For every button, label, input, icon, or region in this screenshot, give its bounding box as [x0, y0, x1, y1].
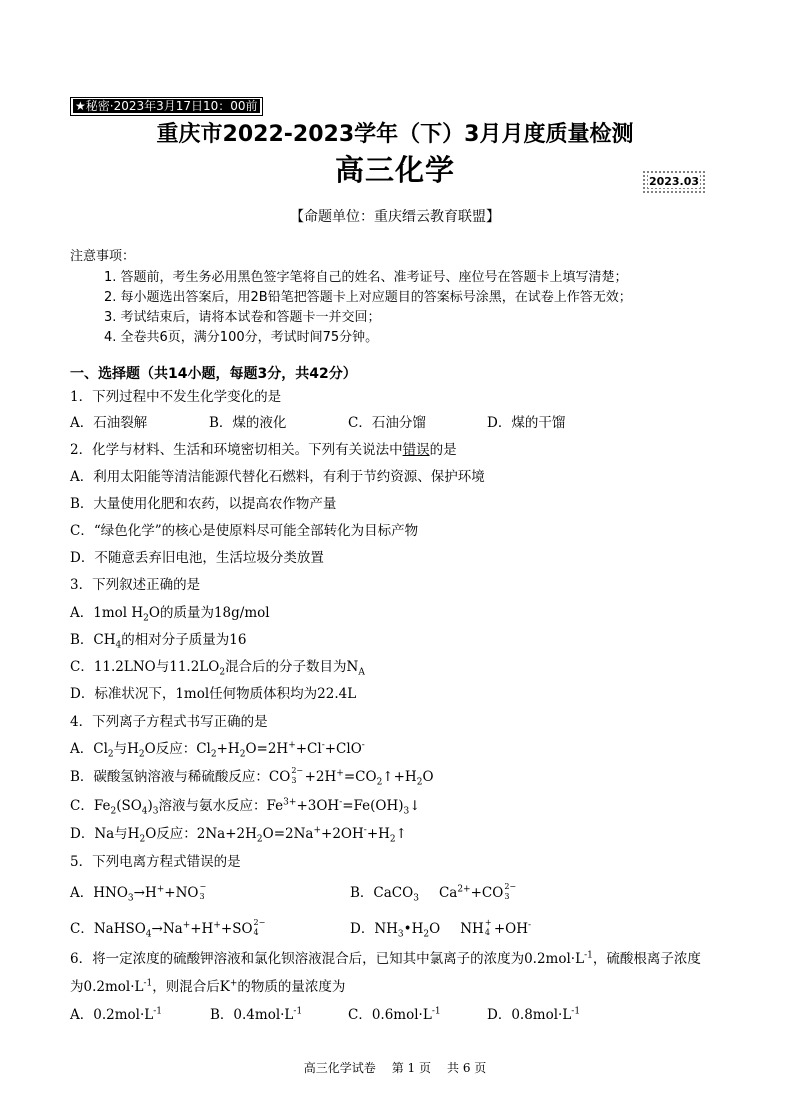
q3-option-b: B．$CH_4$的相对分子质量为16	[70, 632, 247, 651]
footer-paper: 高三化学试卷	[303, 1061, 376, 1075]
q3-option-d: D．标准状况下，1mol任何物质体积均为22.4L	[70, 686, 357, 702]
notice-item: 4. 全卷共6页，满分100分，考试时间75分钟。	[104, 330, 379, 345]
q4-option-b: B．碳酸氢钠溶液与稀硫酸反应：CO 2− 3 $+2H^+=CO_2↑+H_2O$	[70, 766, 434, 788]
footer-total: 共 6 页	[447, 1061, 487, 1075]
exam-title: 重庆市2022-2023学年（下）3月月度质量检测	[156, 122, 634, 147]
q6-option-d: D．$0.8mol\cdot L^{-1}$	[487, 1006, 581, 1023]
q6-option-a: A．$0.2mol\cdot L^{-1}$	[70, 1006, 163, 1023]
footer-page: 第 1 页	[391, 1061, 431, 1075]
notice-title: 注意事项：	[70, 249, 136, 264]
date-badge	[642, 170, 706, 194]
question-2-stem: 2．化学与材料、生活和环境密切相关。下列有关说法中错误的是	[70, 442, 457, 458]
question-1-stem: 1．下列过程中不发生化学变化的是	[70, 389, 282, 405]
q6-option-c: C．$0.6mol\cdot L^{-1}$	[348, 1006, 441, 1023]
notice-item: 1. 答题前，考生务必用黑色签字笔将自己的姓名、准考证号、座位号在答题卡上填写清楚；	[104, 270, 628, 285]
q2-option-c: C．“绿色化学”的核心是使原料尽可能全部转化为目标产物	[70, 523, 419, 539]
question-4-stem: 4．下列离子方程式书写正确的是	[70, 714, 268, 730]
q5-option-c: C．NaHSO$_4$→Na++H++SO 2− 4	[70, 918, 266, 940]
notice-item: 2. 每小题选出答案后，用2B铅笔把答题卡上对应题目的答案标号涂黑，在试卷上作答无效；	[104, 290, 632, 305]
question-5-stem: 5．下列电离方程式错误的是	[70, 854, 241, 870]
secret-text: ★秘密·2023年3月17日10：00前	[75, 99, 258, 113]
question-6-stem-line2: 为$0.2mol\cdot L^{-1}$，则混合后K+的物质的量浓度为	[70, 978, 346, 995]
confidential-stamp	[70, 97, 263, 116]
page-footer	[0, 1059, 790, 1076]
notice-item: 3. 考试结束后，请将本试卷和答题卡一并交回；	[104, 310, 381, 325]
q4-option-d: D．Na与$H_2O$反应：$2Na+2H_2O=2Na^++2OH^-+H_2↑$	[70, 825, 407, 845]
q3-option-a: A．1mol $H_2O$的质量为18g/mol	[70, 605, 270, 624]
q4-option-a: A．$Cl_2$与$H_2O$反应：$Cl_2+H_2O=2H^++Cl^-+ClO^-$	[70, 740, 365, 760]
q1-option-a: A．石油裂解	[70, 415, 148, 431]
subject-title: 高三化学	[334, 153, 455, 187]
compiling-unit: 【命题单位：重庆缙云教育联盟】	[290, 209, 500, 225]
q5-option-d: D．$NH_3•H_2O$ NH + 4 +OH-	[350, 918, 532, 940]
q6-option-b: B．$0.4mol\cdot L^{-1}$	[210, 1006, 303, 1023]
q5-option-b: B．CaCO$_3$ $Ca^{2+}+CO$ 2− 3	[350, 882, 517, 904]
q1-option-b: B．煤的液化	[209, 415, 287, 431]
emphasis-wrong: 错误	[402, 442, 430, 458]
question-6-stem-line1: 6．将一定浓度的硫酸钾溶液和氯化钡溶液混合后，已知其中氯离子的浓度为$0.2mol\cdot L^{-1}$，硫酸根离子浓度	[70, 950, 701, 967]
question-3-stem: 3．下列叙述正确的是	[70, 577, 201, 593]
q2-option-b: B．大量使用化肥和农药，以提高农作物产量	[70, 496, 337, 512]
q3-option-c: C．11.2LNO与$11.2LO_2$混合后的分子数目为$N_A$	[70, 659, 365, 678]
date-badge-text: 2023.03	[648, 175, 700, 188]
q5-option-a: A．$HNO_3\to H^++NO$ − 3	[70, 882, 207, 904]
q2-option-a: A．利用太阳能等清洁能源代替化石燃料，有利于节约资源、保护环境	[70, 469, 485, 485]
q4-option-c: C．$Fe_2(SO_4)_3$溶液与氨水反应：$Fe^{3+}+3OH^-=Fe(OH)_3↓$	[70, 797, 421, 817]
q1-option-c: C．石油分馏	[348, 415, 426, 431]
q1-option-d: D．煤的干馏	[487, 415, 566, 431]
q2-option-d: D．不随意丢弃旧电池，生活垃圾分类放置	[70, 550, 324, 566]
section-heading: 一、选择题（共14小题，每题3分，共42分）	[70, 366, 357, 382]
